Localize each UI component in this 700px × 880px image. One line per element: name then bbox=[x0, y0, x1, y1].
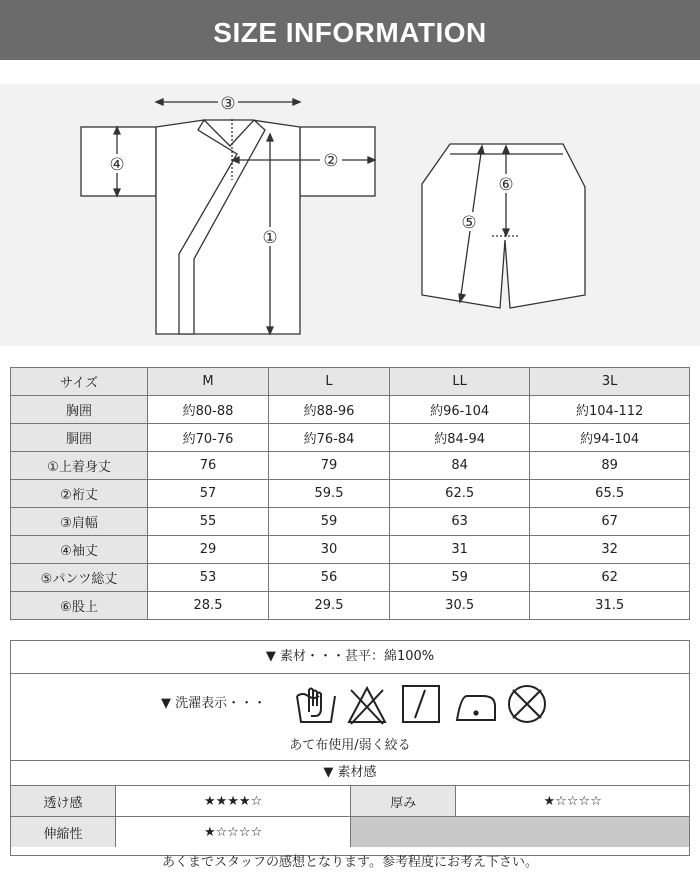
wash-section bbox=[11, 674, 689, 761]
table-cell: 67 bbox=[530, 508, 690, 536]
table-row bbox=[11, 592, 690, 620]
material-text: ▼ 素材・・・甚平：綿100% bbox=[11, 641, 689, 674]
row-label: 胸囲 bbox=[11, 396, 148, 424]
table-row bbox=[11, 564, 690, 592]
no-dry-clean-icon bbox=[509, 686, 545, 722]
table-cell: 79 bbox=[269, 452, 390, 480]
table-cell: 約104-112 bbox=[530, 396, 690, 424]
size-col-ll: LL bbox=[390, 368, 530, 396]
table-cell: 59 bbox=[269, 508, 390, 536]
table-cell: 約94-104 bbox=[530, 424, 690, 452]
row-label: ⑤パンツ総丈 bbox=[11, 564, 148, 592]
table-cell: 53 bbox=[148, 564, 269, 592]
table-cell: 約96-104 bbox=[390, 396, 530, 424]
table-row bbox=[11, 786, 689, 817]
row-label: 胴囲 bbox=[11, 424, 148, 452]
wash-icons bbox=[295, 682, 555, 728]
footnote: あくまでスタッフの感想となります。参考程度にお考え下さい。 bbox=[162, 855, 538, 870]
material-info-box bbox=[10, 640, 690, 856]
row-label: ⑥股上 bbox=[11, 592, 148, 620]
table-cell: 62 bbox=[530, 564, 690, 592]
table-cell: 65.5 bbox=[530, 480, 690, 508]
table-cell: 29.5 bbox=[269, 592, 390, 620]
table-cell: 30 bbox=[269, 536, 390, 564]
table-cell: 84 bbox=[390, 452, 530, 480]
empty-cell bbox=[351, 817, 689, 848]
jinbei-diagram-svg bbox=[0, 84, 700, 346]
table-cell: 約84-94 bbox=[390, 424, 530, 452]
table-cell: 63 bbox=[390, 508, 530, 536]
size-table bbox=[10, 367, 690, 620]
material-feel-title: ▼ 素材感 bbox=[11, 761, 689, 786]
table-row bbox=[11, 424, 690, 452]
pants-drawing bbox=[422, 144, 585, 308]
table-cell: 32 bbox=[530, 536, 690, 564]
row-label: ②裄丈 bbox=[11, 480, 148, 508]
no-bleach-icon bbox=[349, 688, 385, 724]
thickness-label: 厚み bbox=[351, 786, 456, 817]
sheer-rating: ★★★★☆ bbox=[116, 786, 351, 817]
row-label: ④袖丈 bbox=[11, 536, 148, 564]
table-cell: 約80-88 bbox=[148, 396, 269, 424]
table-cell: 約76-84 bbox=[269, 424, 390, 452]
stretch-label: 伸縮性 bbox=[11, 817, 116, 848]
marker-6: ⑥ bbox=[498, 175, 514, 195]
table-row bbox=[11, 452, 690, 480]
table-cell: 59.5 bbox=[269, 480, 390, 508]
table-cell: 約70-76 bbox=[148, 424, 269, 452]
table-row bbox=[11, 480, 690, 508]
table-row bbox=[11, 508, 690, 536]
table-cell: 約88-96 bbox=[269, 396, 390, 424]
table-cell: 30.5 bbox=[390, 592, 530, 620]
row-label: ①上着身丈 bbox=[11, 452, 148, 480]
marker-2: ② bbox=[323, 151, 339, 171]
table-cell: 76 bbox=[148, 452, 269, 480]
table-cell: 28.5 bbox=[148, 592, 269, 620]
size-table-corner: サイズ bbox=[11, 368, 148, 396]
marker-3: ③ bbox=[220, 94, 236, 114]
sheer-label: 透け感 bbox=[11, 786, 116, 817]
hand-wash-icon bbox=[297, 689, 335, 723]
table-cell: 31 bbox=[390, 536, 530, 564]
table-cell: 57 bbox=[148, 480, 269, 508]
table-cell: 89 bbox=[530, 452, 690, 480]
size-table-header bbox=[11, 368, 690, 396]
table-cell: 62.5 bbox=[390, 480, 530, 508]
iron-low-icon bbox=[457, 696, 495, 720]
size-col-l: L bbox=[269, 368, 390, 396]
material-feel-table bbox=[11, 786, 689, 847]
marker-1: ① bbox=[262, 228, 278, 248]
wash-label: ▼ 洗濯表示・・・ bbox=[161, 696, 267, 711]
marker-5: ⑤ bbox=[461, 213, 477, 233]
table-cell: 29 bbox=[148, 536, 269, 564]
size-col-3l: 3L bbox=[530, 368, 690, 396]
table-cell: 56 bbox=[269, 564, 390, 592]
table-row bbox=[11, 817, 689, 848]
table-row bbox=[11, 396, 690, 424]
marker-4: ④ bbox=[109, 155, 125, 175]
drip-dry-icon bbox=[403, 686, 439, 722]
table-cell: 59 bbox=[390, 564, 530, 592]
pants-shape bbox=[422, 144, 585, 308]
page-title: SIZE INFORMATION bbox=[0, 0, 700, 60]
stretch-rating: ★☆☆☆☆ bbox=[116, 817, 351, 848]
wash-note: あて布使用/弱く絞る bbox=[289, 738, 411, 753]
size-diagram bbox=[0, 84, 700, 346]
size-col-m: M bbox=[148, 368, 269, 396]
table-cell: 55 bbox=[148, 508, 269, 536]
thickness-rating: ★☆☆☆☆ bbox=[456, 786, 689, 817]
table-row bbox=[11, 536, 690, 564]
table-cell: 31.5 bbox=[530, 592, 690, 620]
row-label: ③肩幅 bbox=[11, 508, 148, 536]
